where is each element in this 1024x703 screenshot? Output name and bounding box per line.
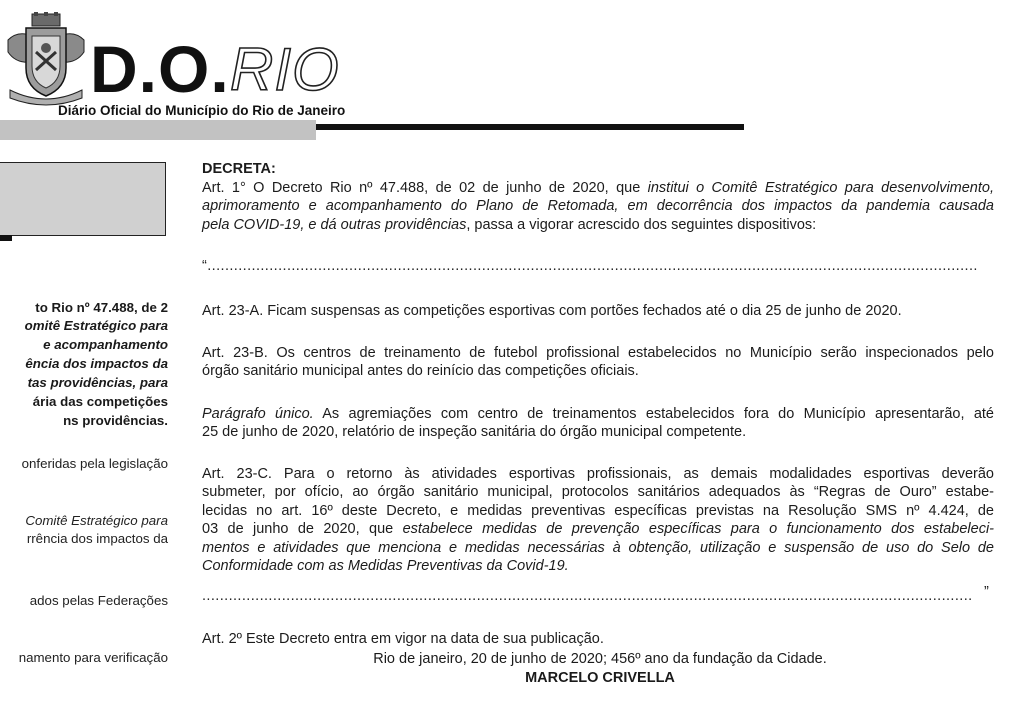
article-23b: Art. 23-B. Os centros de treinamento de futebol profissional estabelecidos no Município serão inspecionados pelo órgão sanitário municipal antes do reinício das competições oficiais. [202, 345, 994, 380]
masthead-gray-rule [0, 120, 316, 140]
signature: MARCELO CRIVELLA [525, 670, 675, 686]
left-text-line: to Rio nº 47.488, de 2 [35, 300, 168, 315]
left-text-line: ária das competições [32, 394, 168, 409]
article-1 [202, 179, 994, 234]
article-23a: Art. 23-A. Ficam suspensas as competições esportivas com portões fechados até o dia 25 de junho de 2020. [202, 303, 902, 319]
left-text-line: ados pelas Federações [29, 593, 168, 608]
dotted-separator-close: .............................................................................................................................................................................. [202, 588, 973, 604]
masthead-title-rio: RIO [230, 36, 340, 103]
coat-of-arms-icon [4, 12, 88, 108]
paragrafo-unico: Parágrafo único. As agremiações com centro de treinamentos estabelecidos fora do Município apresentarão, até 25 de junho de 2020, relatório de inspeção sanitária do órgão municipal competente. [202, 406, 994, 441]
close-quote: ” [984, 584, 989, 600]
left-text-line: omitê Estratégico para [24, 318, 168, 333]
left-text-line: tas providências, para [27, 375, 168, 390]
place-date: Rio de janeiro, 20 de junho de 2020; 456º ano da fundação da Cidade. [373, 651, 827, 667]
left-text-line: namento para verificação [18, 650, 168, 665]
article-1-line: pela COVID-19, e dá outras providências, passa a vigorar acrescido dos seguintes dispositivos: [202, 216, 817, 233]
masthead-subtitle: Diário Oficial do Município do Rio de Janeiro [58, 103, 346, 118]
article-1-line: Art. 1° O Decreto Rio nº 47.488, de 02 de junho de 2020, que institui o Comitê Estratégico para desenvolvimento, [202, 180, 994, 196]
left-column-header-box [0, 162, 166, 236]
left-text-line: ência dos impactos da [25, 356, 168, 371]
masthead-title: D.O. [90, 32, 230, 106]
masthead-black-rule [316, 124, 744, 130]
left-text-line: Comitê Estratégico para [25, 513, 168, 528]
dotted-separator-open: “.............................................................................................................................................................................. [202, 258, 978, 274]
article-23c: Art. 23-C. Para o retorno às atividades esportivas profissionais, as demais modalidades esportivas deverão submeter, por ofício, ao órgão sanitário municipal, protocolos sanitários adequados às “Regras de Ouro” estabe- lecidas no art. 16º deste Decreto, e medidas preventivas específicas previstas na Resolução SMS nº 4.424, de 03 de junho de 2020, que estabelece medidas de prevenção específicas para o funcionamento dos estabeleci- mentos e atividades que menciona e medidas necessárias à obtenção, utilização e suspensão de uso do Selo de Conformidade com as Medidas Preventivas da Covid-19. [202, 466, 994, 575]
article-1-line: aprimoramento e acompanhamento do Plano de Retomada, em decorrência dos impactos da pandemia causada [202, 198, 994, 215]
left-text-line: onferidas pela legislação [21, 456, 168, 471]
decree-heading: DECRETA: [202, 161, 276, 177]
left-text-line: ns providências. [63, 413, 168, 428]
left-text-line: rrência dos impactos da [26, 531, 168, 546]
article-2: Art. 2º Este Decreto entra em vigor na data de sua publicação. [202, 631, 604, 647]
left-text-line: e acompanhamento [43, 337, 168, 352]
left-column-bar [0, 235, 12, 241]
